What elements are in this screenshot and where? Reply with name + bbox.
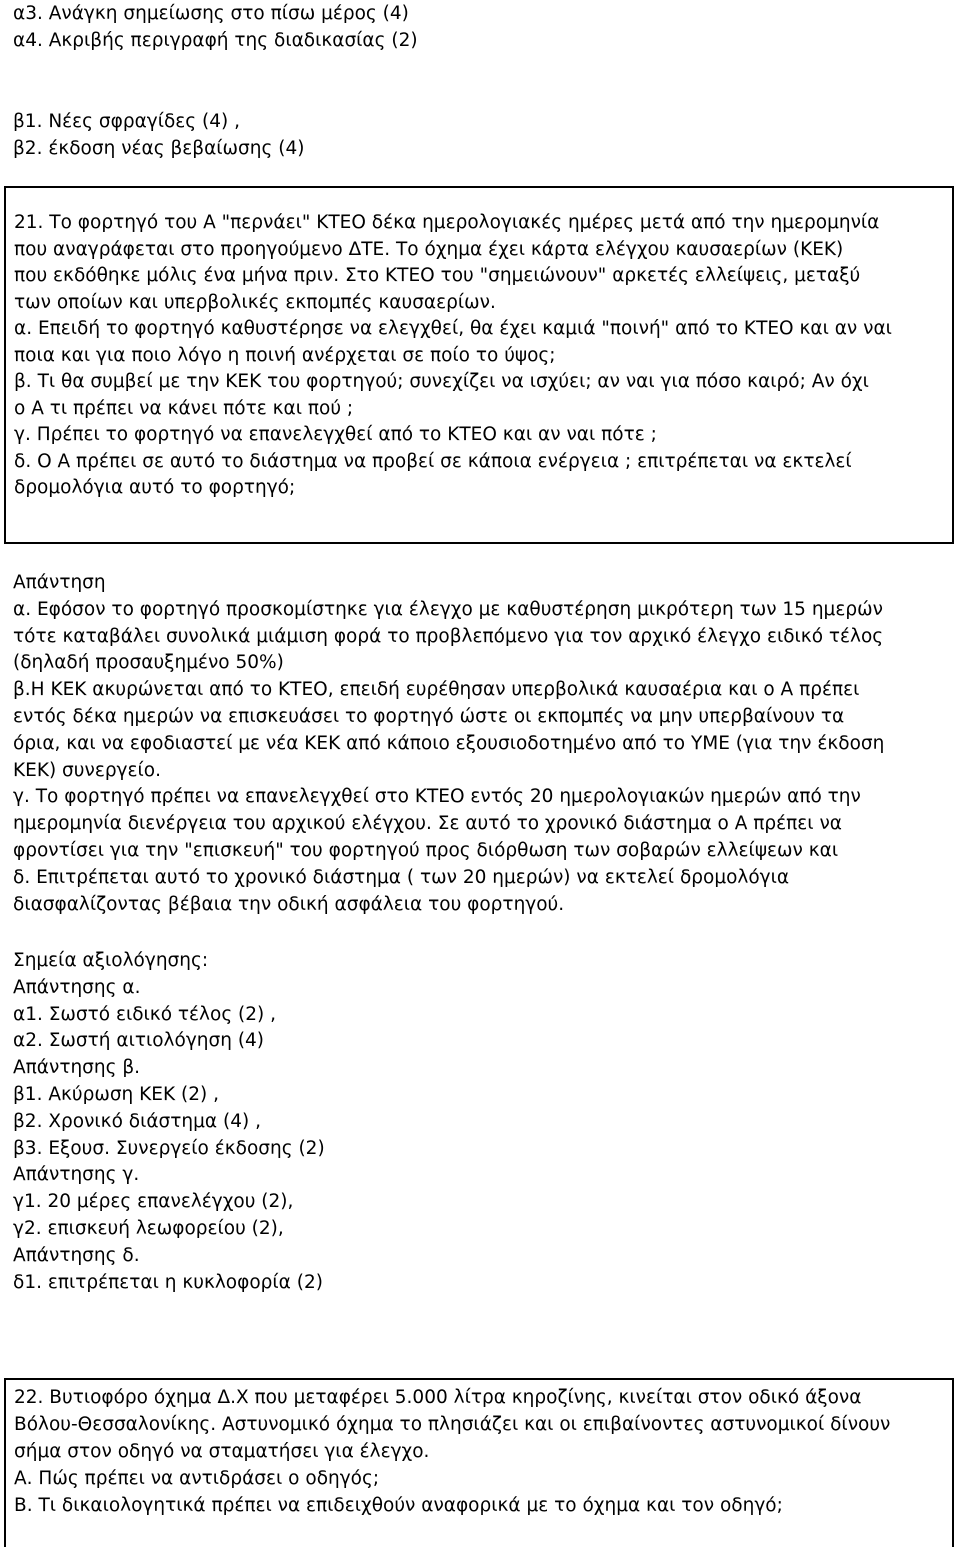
answer-line: β.Η ΚΕΚ ακυρώνεται από το ΚΤΕΟ, επειδή ευρέθησαν υπερβολικά καυσαέρια και ο Α πρέπει [13, 679, 860, 701]
grading-item-a3: α3. Ανάγκη σημείωσης στο πίσω μέρος (4) [13, 3, 409, 24]
answer-line: όρια, και να εφοδιαστεί με νέα ΚΕΚ από κάποιο εξουσιοδοτημένο από το ΥΜΕ (για την έκδοση [13, 732, 885, 754]
question-line: Β. Τι δικαιολογητικά πρέπει να επιδειχθούν αναφορικά με το όχημα και τον οδηγό; [14, 1495, 783, 1516]
answer-section [13, 570, 884, 918]
answer-line: (δηλαδή προσαυξημένο 50%) [13, 652, 284, 674]
grading-line: Απάντησης α. [13, 976, 141, 998]
spacer [13, 54, 418, 108]
grading-item-b1: β1. Νέες σφραγίδες (4) , [13, 111, 241, 132]
grading-line: γ1. 20 μέρες επανελέγχου (2), [13, 1191, 294, 1213]
question-line: γ. Πρέπει το φορτηγό να επανελεγχθεί από το ΚΤΕΟ και αν ναι πότε ; [14, 424, 657, 445]
answer-line: γ. Το φορτηγό πρέπει να επανελεγχθεί στο ΚΤΕΟ εντός 20 ημερολογιακών ημερών από την [13, 786, 861, 808]
answer-line: διασφαλίζοντας βέβαια την οδική ασφάλεια του φορτηγού. [13, 893, 565, 915]
question-line: ποια και για ποιο λόγο η ποινή ανέρχεται σε ποίο το ύψος; [14, 344, 556, 366]
question-line: σήμα στον οδηγό να σταματήσει για έλεγχο. [14, 1441, 430, 1462]
question-line: των οποίων και υπερβολικές εκπομπές καυσαερίων. [14, 291, 496, 313]
grading-line: γ2. επισκευή λεωφορείου (2), [13, 1217, 284, 1239]
question-line: α. Επειδή το φορτηγό καθυστέρησε να ελεγχθεί, θα έχει καμιά "ποινή" από το ΚΤΕΟ και αν ναι [14, 318, 892, 339]
question-line: ο Α τι πρέπει να κάνει πότε και πού ; [14, 397, 354, 419]
answer-line: α. Εφόσον το φορτηγό προσκομίστηκε για έλεγχο με καθυστέρηση μικρότερη των 15 ημερών [13, 598, 883, 620]
question-line: Βόλου-Θεσσαλονίκης. Αστυνομικό όχημα το πλησιάζει και οι επιβαίνοντες αστυνομικοί δίνουν [14, 1414, 891, 1435]
grading-section [13, 948, 325, 1296]
grading-item-b2: β2. έκδοση νέας βεβαίωσης (4) [13, 138, 305, 159]
grading-line: Απάντησης β. [13, 1057, 141, 1079]
grading-line: Απάντησης δ. [13, 1244, 140, 1266]
grading-line: Απάντησης γ. [13, 1164, 140, 1186]
answer-line: ΚΕΚ) συνεργείο. [13, 759, 161, 781]
answer-line: δ. Επιτρέπεται αυτό το χρονικό διάστημα ( των 20 ημερών) να εκτελεί δρομολόγια [13, 866, 790, 888]
grading-points-previous [13, 0, 418, 162]
grading-line: β3. Εξουσ. Συνεργείο έκδοσης (2) [13, 1137, 325, 1159]
question-line: που εκδόθηκε μόλις ένα μήνα πριν. Στο ΚΤΕΟ του "σημειώνουν" αρκετές ελλείψεις, μεταξύ [14, 265, 861, 286]
grading-line: δ1. επιτρέπεται η κυκλοφορία (2) [13, 1271, 323, 1293]
answer-line: φροντίσει για την "επισκευή" του φορτηγού προς διόρθωση των σοβαρών ελλείψεων και [13, 839, 839, 861]
answer-heading: Απάντηση [13, 572, 106, 593]
question-22-text [14, 1384, 890, 1519]
grading-line: α1. Σωστό ειδικό τέλος (2) , [13, 1003, 277, 1025]
question-line: Α. Πώς πρέπει να αντιδράσει ο οδηγός; [14, 1468, 380, 1489]
grading-line: β2. Χρονικό διάστημα (4) , [13, 1110, 261, 1132]
answer-line: ημερομηνία διενέργεια του αρχικού ελέγχου. Σε αυτό το χρονικό διάστημα ο Α πρέπει να [13, 813, 842, 835]
question-line: 21. Το φορτηγό του Α "περνάει" ΚΤΕΟ δέκα ημερολογιακές ημέρες μετά από την ημερομηνία [14, 212, 880, 233]
question-21-box [4, 186, 954, 544]
answer-line: τότε καταβάλει συνολικά μιάμιση φορά το προβλεπόμενο για τον αρχικό έλεγχο ειδικό τέλος [13, 625, 884, 647]
question-22-box [4, 1378, 954, 1547]
question-line: που αναγράφεται στο προηγούμενο ΔΤΕ. Το όχημα έχει κάρτα ελέγχου καυσαερίων (ΚΕΚ) [14, 238, 844, 260]
grading-heading: Σημεία αξιολόγησης: [13, 950, 209, 971]
answer-line: εντός δέκα ημερών να επισκευάσει το φορτηγό ώστε οι εκπομπές να μην υπερβαίνουν τα [13, 705, 845, 727]
question-21-text [14, 210, 892, 502]
grading-line: β1. Ακύρωση ΚΕΚ (2) , [13, 1083, 219, 1105]
question-line: δρομολόγια αυτό το φορτηγό; [14, 477, 296, 498]
question-line: β. Τι θα συμβεί με την ΚΕΚ του φορτηγού; συνεχίζει να ισχύει; αν ναι για πόσο καιρό; Αν όχι [14, 371, 869, 392]
question-line: 22. Βυτιοφόρο όχημα Δ.Χ που μεταφέρει 5.000 λίτρα κηροζίνης, κινείται στον οδικό άξονα [14, 1387, 862, 1408]
question-line: δ. Ο Α πρέπει σε αυτό το διάστημα να προβεί σε κάποια ενέργεια ; επιτρέπεται να εκτελεί [14, 450, 852, 472]
grading-line: α2. Σωστή αιτιολόγηση (4) [13, 1030, 265, 1052]
grading-item-a4: α4. Ακριβής περιγραφή της διαδικασίας (2) [13, 30, 418, 51]
